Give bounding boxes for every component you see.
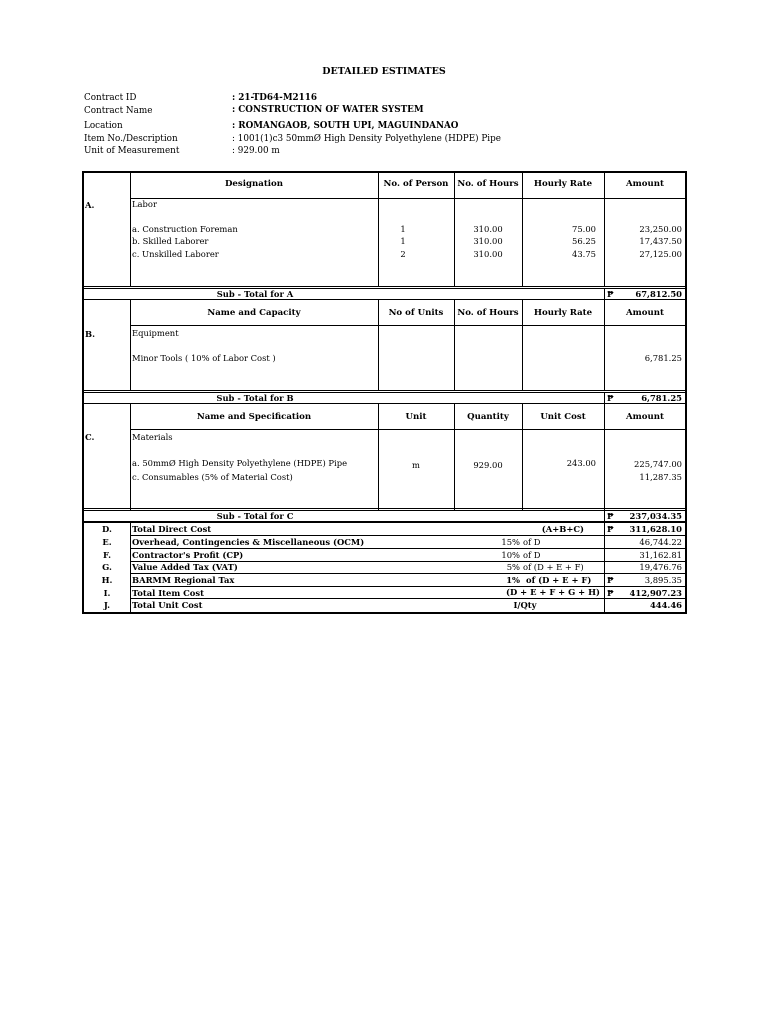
total-row-basis: of (D + E + F) xyxy=(523,562,584,572)
total-row-basis: of D xyxy=(523,550,541,560)
total-row-basis: (D + E + F + G + H) xyxy=(506,587,600,597)
equipment-row-name: Minor Tools ( 10% of Labor Cost ) xyxy=(132,353,276,363)
location-label: Location xyxy=(84,121,123,131)
contract-id-label: Contract ID xyxy=(84,93,137,103)
subtotal-a-currency: ₱ xyxy=(607,289,614,299)
labor-row-persons: 1 xyxy=(400,236,406,246)
labor-row-rate: 43.75 xyxy=(572,249,596,259)
total-row-basis: of (D + E + F) xyxy=(526,575,592,585)
total-row-amount: 19,476.76 xyxy=(639,562,682,572)
labor-row-hours: 310.00 xyxy=(473,224,503,234)
subtotal-a-label: Sub - Total for A xyxy=(216,289,294,299)
total-row-label: Value Added Tax (VAT) xyxy=(132,562,238,572)
total-row-pct: 5% xyxy=(506,562,520,572)
subtotal-c-amount: 237,034.35 xyxy=(629,511,682,521)
total-row-pct: 10% xyxy=(501,550,520,560)
unit-of-measurement-value: : 929.00 m xyxy=(232,146,280,156)
total-row-pct: 15% xyxy=(501,537,520,547)
section-c-col-unit: Unit xyxy=(405,412,427,422)
labor-row-amount: 23,250.00 xyxy=(639,224,682,234)
total-row-amount: 412,907.23 xyxy=(629,588,682,598)
labor-row-amount: 27,125.00 xyxy=(639,249,682,259)
material-row-unit: m xyxy=(412,460,420,470)
labor-row-rate: 56.25 xyxy=(572,236,596,246)
material-row-amount: 225,747.00 xyxy=(634,459,682,469)
labor-row-name: b. Skilled Laborer xyxy=(132,236,209,246)
labor-row-rate: 75.00 xyxy=(572,224,596,234)
total-row-amount: 311,628.10 xyxy=(629,524,682,534)
section-b-col-name: Name and Capacity xyxy=(207,308,301,318)
labor-row-hours: 310.00 xyxy=(473,236,503,246)
total-row-label: Contractor's Profit (CP) xyxy=(132,550,244,560)
material-row-qty: 929.00 xyxy=(473,460,503,470)
labor-row-name: a. Construction Foreman xyxy=(132,224,238,234)
contract-name-label: Contract Name xyxy=(84,106,153,116)
subtotal-c-currency: ₱ xyxy=(607,511,614,521)
section-a-col-designation: Designation xyxy=(224,179,284,189)
section-c-col-unit-cost: Unit Cost xyxy=(540,412,586,422)
total-row-amount: 46,744.22 xyxy=(639,537,682,547)
total-row-letter: E. xyxy=(102,537,112,547)
section-a-group: Labor xyxy=(132,199,157,209)
material-row-name: c. Consumables (5% of Material Cost) xyxy=(132,472,293,482)
total-row-basis: I/Qty xyxy=(513,600,537,610)
section-b-letter: B. xyxy=(85,329,95,339)
section-a-col-rate: Hourly Rate xyxy=(533,179,593,189)
total-row-amount: 444.46 xyxy=(649,600,682,610)
total-row-letter: J. xyxy=(103,600,111,610)
material-row-name: a. 50mmØ High Density Polyethylene (HDPE) Pipe xyxy=(132,458,348,468)
section-b-col-hours: No. of Hours xyxy=(457,308,519,318)
contract-name-value: : CONSTRUCTION OF WATER SYSTEM xyxy=(232,105,424,115)
material-row-cost: 243.00 xyxy=(566,458,596,468)
section-c-col-quantity: Quantity xyxy=(467,412,509,422)
section-b-col-units: No of Units xyxy=(388,308,444,318)
subtotal-c-label: Sub - Total for C xyxy=(216,511,294,521)
subtotal-a-amount: 67,812.50 xyxy=(635,289,682,299)
total-row-letter: H. xyxy=(101,575,113,585)
material-row-amount: 11,287.35 xyxy=(639,472,682,482)
location-value: : ROMANGAOB, SOUTH UPI, MAGUINDANAO xyxy=(232,121,459,131)
section-c-group: Materials xyxy=(132,432,173,442)
total-row-letter: D. xyxy=(102,524,112,534)
labor-row-amount: 17,437.50 xyxy=(639,236,682,246)
section-c-col-name: Name and Specification xyxy=(196,412,312,422)
section-c-letter: C. xyxy=(85,432,95,442)
total-row-currency: ₱ xyxy=(607,524,614,534)
total-row-label: BARMM Regional Tax xyxy=(132,575,235,585)
labor-row-hours: 310.00 xyxy=(473,249,503,259)
total-row-label: Total Direct Cost xyxy=(132,524,212,534)
equipment-row-amount: 6,781.25 xyxy=(644,353,682,363)
section-c-col-amount: Amount xyxy=(626,412,664,422)
total-row-label: Total Item Cost xyxy=(132,588,204,598)
total-row-amount: 3,895.35 xyxy=(644,575,682,585)
total-row-pct: 1% xyxy=(506,575,520,585)
section-a-letter: A. xyxy=(85,200,95,210)
total-row-currency: ₱ xyxy=(607,575,614,585)
total-row-letter: I. xyxy=(103,588,111,598)
labor-row-persons: 1 xyxy=(400,224,406,234)
labor-row-name: c. Unskilled Laborer xyxy=(132,249,219,259)
subtotal-b-label: Sub - Total for B xyxy=(216,393,294,403)
section-a-col-persons: No. of Person xyxy=(383,179,449,189)
item-description-label: Item No./Description xyxy=(84,134,178,144)
labor-row-persons: 2 xyxy=(400,249,406,259)
unit-of-measurement-label: Unit of Measurement xyxy=(84,146,180,156)
section-a-col-hours: No. of Hours xyxy=(457,179,519,189)
total-row-letter: F. xyxy=(102,550,112,560)
total-row-label: Total Unit Cost xyxy=(132,600,203,610)
subtotal-b-amount: 6,781.25 xyxy=(641,393,682,403)
section-a-col-amount: Amount xyxy=(626,179,664,189)
section-b-col-rate: Hourly Rate xyxy=(533,308,593,318)
total-row-basis: (A+B+C) xyxy=(541,524,584,534)
item-description-value: : 1001(1)c3 50mmØ High Density Polyethylene (HDPE) Pipe xyxy=(232,134,501,144)
subtotal-b-currency: ₱ xyxy=(607,393,614,403)
total-row-amount: 31,162.81 xyxy=(639,550,682,560)
document-title: DETAILED ESTIMATES xyxy=(322,66,446,77)
section-b-group: Equipment xyxy=(132,328,179,338)
total-row-letter: G. xyxy=(102,562,112,572)
total-row-label: Overhead, Contingencies & Miscellaneous (OCM) xyxy=(132,537,365,547)
contract-id-value: : 21-TD64-M2116 xyxy=(232,93,318,103)
total-row-currency: ₱ xyxy=(607,588,614,598)
total-row-basis: of D xyxy=(523,537,541,547)
section-b-col-amount: Amount xyxy=(626,308,664,318)
